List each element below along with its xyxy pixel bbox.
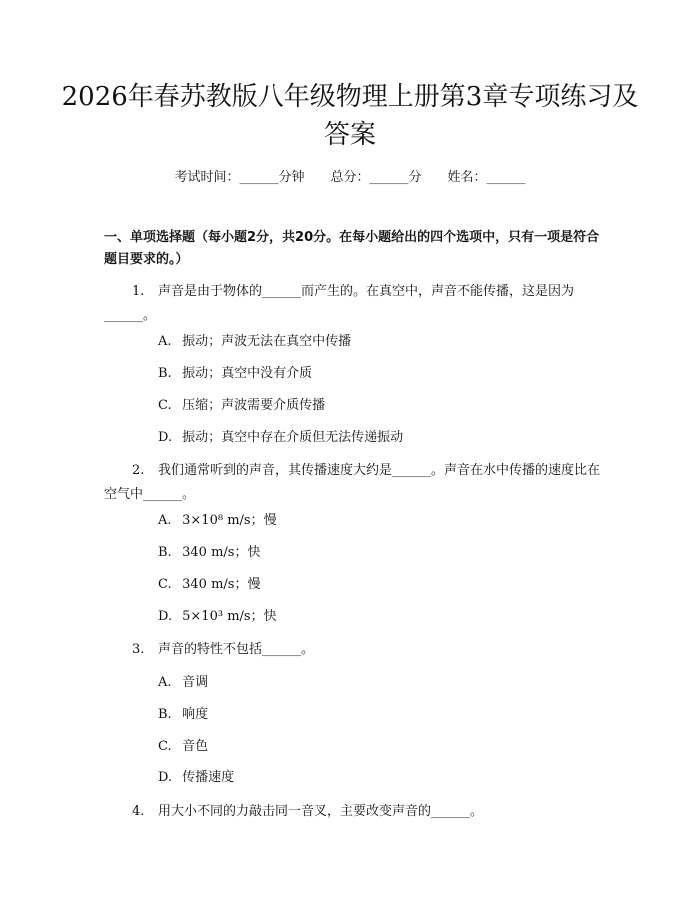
option-label: C. bbox=[158, 739, 172, 754]
option-3c bbox=[158, 737, 598, 757]
option-2d bbox=[158, 607, 598, 627]
option-text: 音色 bbox=[182, 739, 209, 754]
option-2a bbox=[158, 511, 598, 531]
option-label: B. bbox=[158, 545, 172, 560]
question-number: 4. bbox=[132, 804, 145, 819]
option-text: 340 m/s；快 bbox=[182, 545, 261, 560]
option-label: C. bbox=[158, 398, 172, 413]
question-4 bbox=[104, 800, 608, 824]
section-heading: 一、单项选择题（每小题2分，共20分。在每小题给出的四个选项中，只有一项是符合题目要求的。） bbox=[104, 230, 600, 267]
option-3a bbox=[158, 673, 598, 693]
total-score-field: 总分：______分 bbox=[330, 170, 422, 185]
option-label: B. bbox=[158, 707, 172, 722]
option-label: A. bbox=[158, 675, 172, 690]
question-text: 我们通常听到的声音，其传播速度大约是______。声音在水中传播的速度比在空气中______。 bbox=[104, 463, 601, 502]
question-number: 3. bbox=[132, 642, 145, 657]
option-text: 3×10⁸ m/s；慢 bbox=[182, 513, 277, 528]
option-text: 振动；声波无法在真空中传播 bbox=[182, 334, 352, 349]
option-label: C. bbox=[158, 577, 172, 592]
exam-time-field: 考试时间：______分钟 bbox=[174, 170, 305, 185]
option-text: 振动；真空中存在介质但无法传递振动 bbox=[182, 430, 404, 445]
question-1 bbox=[104, 280, 608, 328]
option-2c bbox=[158, 575, 598, 595]
option-1b bbox=[158, 364, 598, 384]
option-text: 音调 bbox=[182, 675, 209, 690]
option-text: 响度 bbox=[182, 707, 209, 722]
page-title: 2026年春苏教版八年级物理上册第3章专项练习及答案 bbox=[61, 82, 639, 150]
option-1d bbox=[158, 428, 598, 448]
option-3d bbox=[158, 768, 598, 788]
option-label: B. bbox=[158, 366, 172, 381]
option-label: D. bbox=[158, 430, 173, 445]
option-1c bbox=[158, 396, 598, 416]
option-label: A. bbox=[158, 513, 172, 528]
option-label: D. bbox=[158, 770, 173, 785]
question-text: 声音的特性不包括______。 bbox=[158, 642, 315, 657]
option-2b bbox=[158, 543, 598, 563]
question-number: 1. bbox=[132, 284, 145, 299]
option-text: 压缩；声波需要介质传播 bbox=[182, 398, 326, 413]
exam-meta bbox=[0, 168, 700, 188]
option-text: 振动；真空中没有介质 bbox=[182, 366, 313, 381]
option-text: 340 m/s；慢 bbox=[182, 577, 261, 592]
option-3b bbox=[158, 705, 598, 725]
question-text: 声音是由于物体的______而产生的。在真空中，声音不能传播，这是因为______。 bbox=[104, 284, 575, 323]
student-name-field: 姓名：______ bbox=[447, 170, 526, 185]
question-3 bbox=[104, 638, 608, 662]
option-text: 传播速度 bbox=[182, 770, 235, 785]
question-2 bbox=[104, 459, 608, 507]
option-text: 5×10³ m/s；快 bbox=[182, 609, 277, 624]
option-1a bbox=[158, 332, 598, 352]
question-text: 用大小不同的力敲击同一音叉，主要改变声音的______。 bbox=[158, 804, 484, 819]
question-number: 2. bbox=[132, 463, 145, 478]
option-label: A. bbox=[158, 334, 172, 349]
option-label: D. bbox=[158, 609, 173, 624]
